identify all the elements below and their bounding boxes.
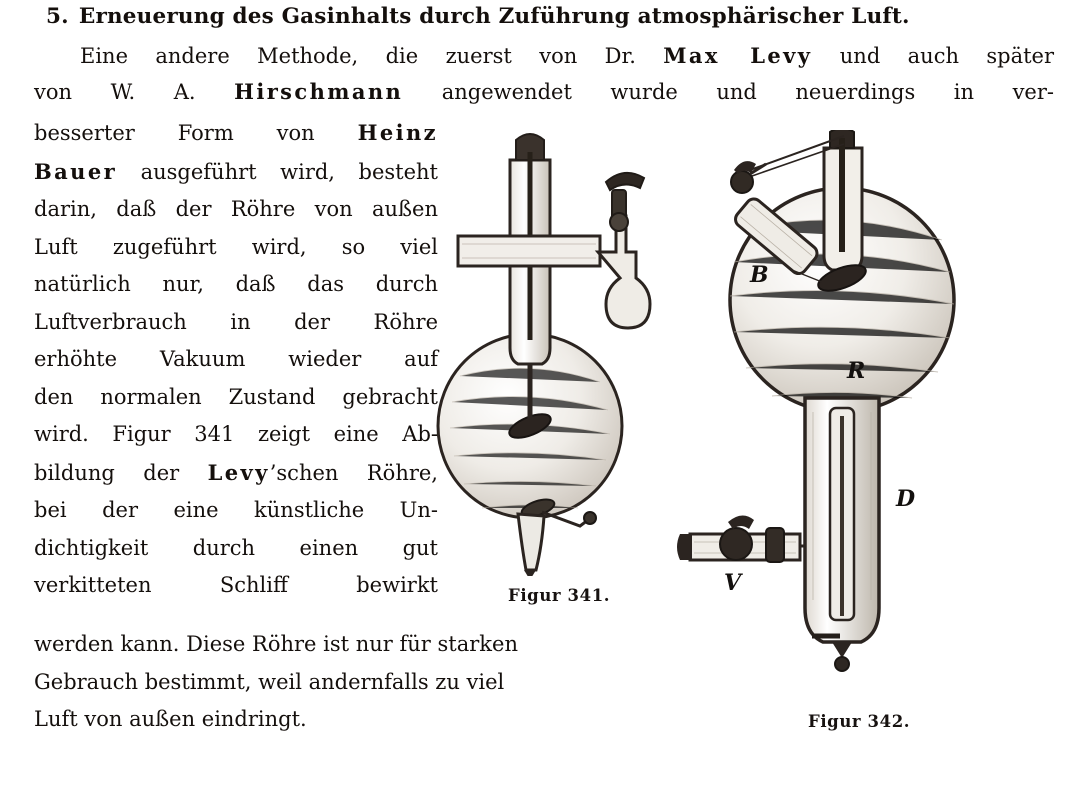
text-line: natürlich nur, daß das durch (34, 272, 438, 296)
section-title: Erneuerung des Gasinhalts durch Zuführung atmosphärischer Luft. (78, 4, 910, 29)
tail-paragraph (34, 626, 674, 739)
text-line: Gebrauch bestimmt, weil andernfalls zu viel (34, 669, 505, 694)
figure-342-label-V: V (724, 570, 742, 596)
text-line: dichtigkeit durch einen gut (34, 535, 438, 560)
left-column-text (34, 114, 438, 605)
text-line: Luftverbrauch in der Röhre (34, 309, 438, 334)
text-line: verkitteten Schliff bewirkt (34, 573, 438, 597)
text-line: bildung der Levy’schen Röhre, (34, 459, 438, 485)
figure-342-label-D: D (896, 486, 916, 512)
figure-341-illustration (430, 126, 660, 576)
text-line: den normalen Zustand gebracht (34, 384, 438, 409)
figure-341-caption: Figur 341. (508, 586, 611, 605)
text-line: bei der eine künstliche Un- (34, 498, 438, 522)
text-line: darin, daß der Röhre von außen (34, 197, 438, 221)
figure-342-label-B: B (750, 262, 769, 288)
text-line: von W. A. Hirschmann angewendet wurde und neuerdings in ver- (34, 79, 1054, 104)
text-line: werden kann. Diese Röhre ist nur für starken (34, 632, 518, 656)
text-line: Bauer ausgeführt wird, besteht (34, 158, 438, 184)
text-line: Luft zugeführt wird, so viel (34, 234, 438, 259)
text-line: wird. Figur 341 zeigt eine Ab- (34, 422, 438, 446)
intro-paragraph (34, 38, 1054, 110)
section-heading (46, 4, 1056, 29)
section-number: 5. (46, 4, 69, 29)
text-line: erhöhte Vakuum wieder auf (34, 347, 438, 371)
figure-342-label-R: R (847, 358, 866, 384)
text-line: besserter Form von Heinz (34, 120, 438, 145)
figure-342-caption: Figur 342. (808, 712, 911, 731)
figure-342-illustration (672, 130, 1002, 702)
text-line: Eine andere Methode, die zuerst von Dr. Max Levy und auch später (80, 43, 1054, 68)
text-line: Luft von außen eindringt. (34, 707, 307, 731)
